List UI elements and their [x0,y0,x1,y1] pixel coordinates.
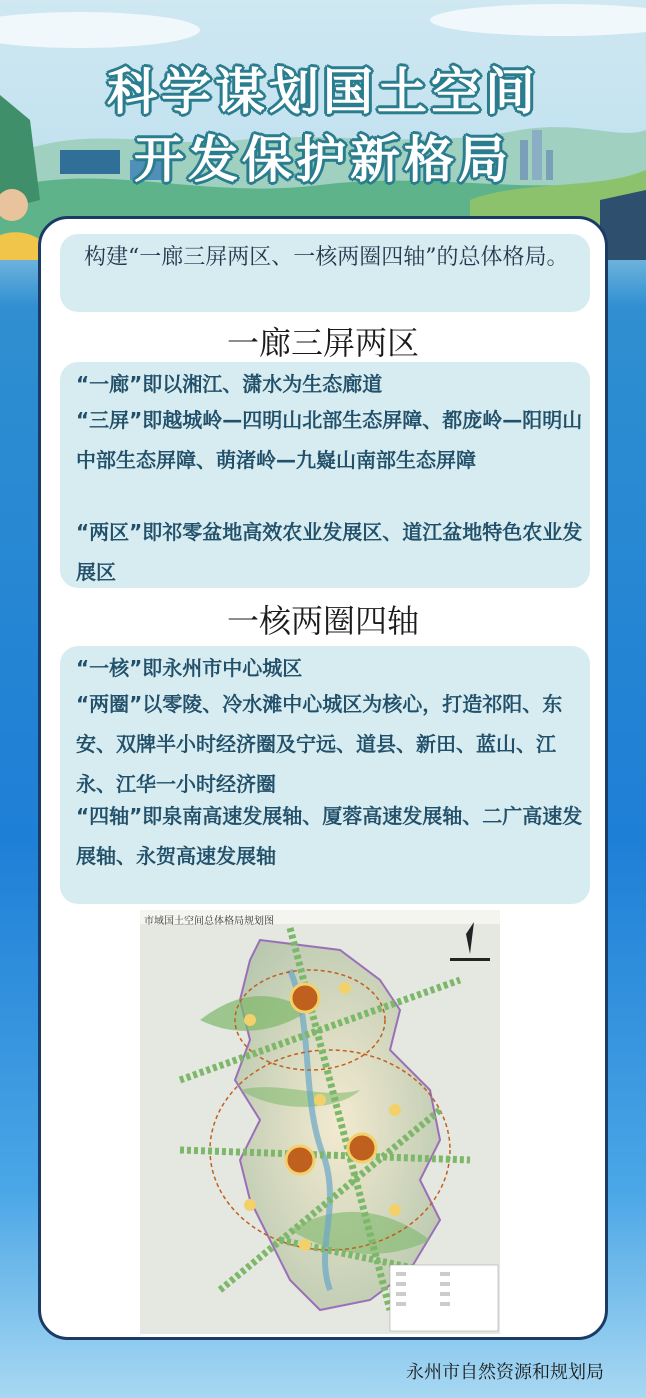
map-graphic [140,910,500,1334]
section2-item-core: “一核”即永州市中心城区 [76,656,303,680]
section2-item-axes: “四轴”即泉南高速发展轴、厦蓉高速发展轴、二广高速发展轴、永贺高速发展轴 [76,804,583,868]
section1-title: 一廊三屏两区 [226,324,419,362]
section2-title: 一核两圈四轴 [226,602,419,640]
page-title-line1: 科学谋划国土空间 [107,62,539,121]
section1-item-zones: “两区”即祁零盆地高效农业发展区、道江盆地特色农业发展区 [76,520,583,584]
footer-organization: 永州市自然资源和规划局 [406,1362,604,1383]
planning-map [140,910,500,1334]
section2-item-circles: “两圈”以零陵、冷水滩中心城区为核心，打造祁阳、东安、双牌半小时经济圈及宁远、道县、新田、蓝山、江永、江华一小时经济圈 [76,692,563,796]
page-title-line2: 开发保护新格局 [134,130,512,189]
section1-item-screens: “三屏”即越城岭—四明山北部生态屏障、都庞岭—阳明山中部生态屏障、萌渚岭—九嶷山南部生态屏障 [76,408,583,472]
section1-item-corridor: “一廊”即以湘江、潇水为生态廊道 [76,372,383,396]
map-title: 市域国土空间总体格局规划图 [144,916,274,927]
intro-text: 构建“一廊三屏两区、一核两圈四轴”的总体格局。 [84,245,569,270]
